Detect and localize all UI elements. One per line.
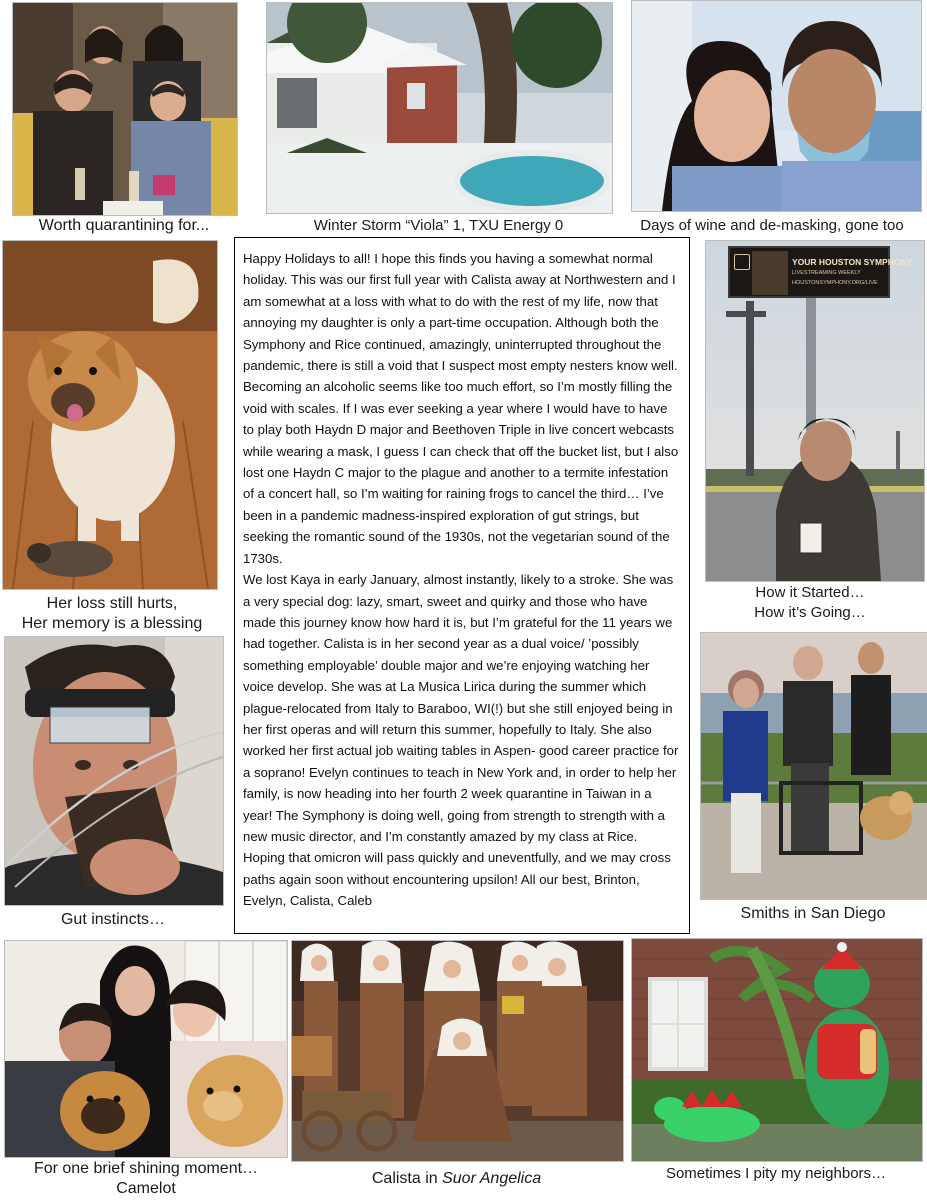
caption-her-loss-line1: Her loss still hurts,	[46, 595, 178, 612]
couple-selfie-photo	[631, 0, 922, 212]
caption-calista-prefix: Calista in	[371, 1170, 443, 1187]
billboard-subline: LIVESTREAMING WEEKLY	[792, 270, 861, 276]
letter-paragraph-2: We lost Kaya in early January, almost instantly, likely to a stroke. She was a very special dog: lazy, smart, sweet and quirky and those who have made this journey know how hard it is, but I’m grateful for the 11 years we had together. Calista is in her second year as a dual voice/ ’possibly something employable’ double major and we’re enjoying watching her voice develop. She was at La Musica Lirica during the summer which plague-relocated from Italy to Baraboo, WI(!) but she still enjoyed being in her first operas and will return this summer, hopefully to Italy. She also worked her first actual job waiting tables in Aspen- good career practice for a soprano! Evelyn continues to teach in New York and, in order to help her family, is now heading into her fourth 2 week quarantine in Taiwan in a year! The Symphony is doing well, going from strength to strength with a new music director, and I’m constantly amazed by my class at Rice. Hoping that omicron will pass quickly and uneventfully, and we may cross paths again soon without encountering upsilon! All our best, Brinton, Evelyn, Calista, Caleb	[243, 572, 679, 909]
holiday-letter	[234, 237, 690, 934]
billboard-headline: YOUR HOUSTON SYMPHONY	[792, 257, 913, 267]
caption-how-started-line: How it Started…	[755, 584, 865, 601]
caption-her-loss-line2: Her memory is a blessing	[21, 615, 203, 632]
billboard-musician-image	[752, 251, 788, 295]
caption-her-loss	[2, 594, 222, 634]
caption-gut-instincts: Gut instincts…	[60, 911, 166, 928]
billboard-url: HOUSTONSYMPHONY.ORG/LIVE	[792, 280, 878, 286]
camelot-family-photo	[4, 940, 288, 1158]
billboard-sign	[728, 246, 913, 298]
caption-smiths: Smiths in San Diego	[740, 905, 886, 922]
caption-worth-quarantining: Worth quarantining for...	[38, 217, 210, 234]
letter-paragraph-1: Happy Holidays to all! I hope this finds you having a somewhat normal holiday. This was our first full year with Calista away at Northwestern and I am somewhat at a loss with what to do with the rest of my life, now that annoying my daughter is only a part-time occupation. Although both the Symphony and Rice continued, amazingly, uninterrupted throughout the pandemic, there is still a void that I suspect most empty nesters know well. Becoming an alcoholic seems like too much effort, so I’m mostly filling the void with scales. If I was ever seeking a year where I would have to have to play both Haydn D major and Beethoven Triple in live concert webcasts while wearing a mask, I guess I can check that off the bucket list, but I also lost one Haydn C major to the plague and another to a termite infestation of a concert hall, so I’m waiting for raining frogs to cancel the third… I’ve been in a pandemic madness-inspired exploration of gut strings, but seeking the romantic sound of the 1930s, not the vegetarian sound of the 1730s.	[243, 251, 679, 566]
billboard-logo	[734, 254, 750, 270]
caption-winter-storm: Winter Storm “Viola” 1, TXU Energy 0	[313, 217, 564, 234]
caption-camelot-line1: For one brief shining moment…	[33, 1160, 259, 1177]
smiths-san-diego-photo	[700, 632, 927, 900]
billboard-photo	[705, 240, 925, 582]
caption-calista	[291, 1169, 622, 1189]
caption-calista-opera: Suor Angelica	[442, 1170, 542, 1187]
caption-how-going-line: How it’s Going…	[754, 604, 866, 621]
dog-kaya-photo	[2, 240, 218, 590]
suor-angelica-photo	[291, 940, 624, 1162]
winter-storm-photo	[266, 2, 613, 214]
caption-pity-neighbors: Sometimes I pity my neighbors…	[665, 1165, 887, 1182]
inflatable-decorations-photo	[631, 938, 923, 1162]
gut-strings-selfie-photo	[4, 636, 224, 906]
caption-days-of-wine: Days of wine and de-masking, gone too	[640, 217, 904, 234]
caption-how-it-started	[700, 583, 920, 623]
caption-camelot-line2: Camelot	[116, 1180, 176, 1197]
caption-camelot	[0, 1159, 292, 1199]
family-dinner-photo	[12, 2, 238, 216]
